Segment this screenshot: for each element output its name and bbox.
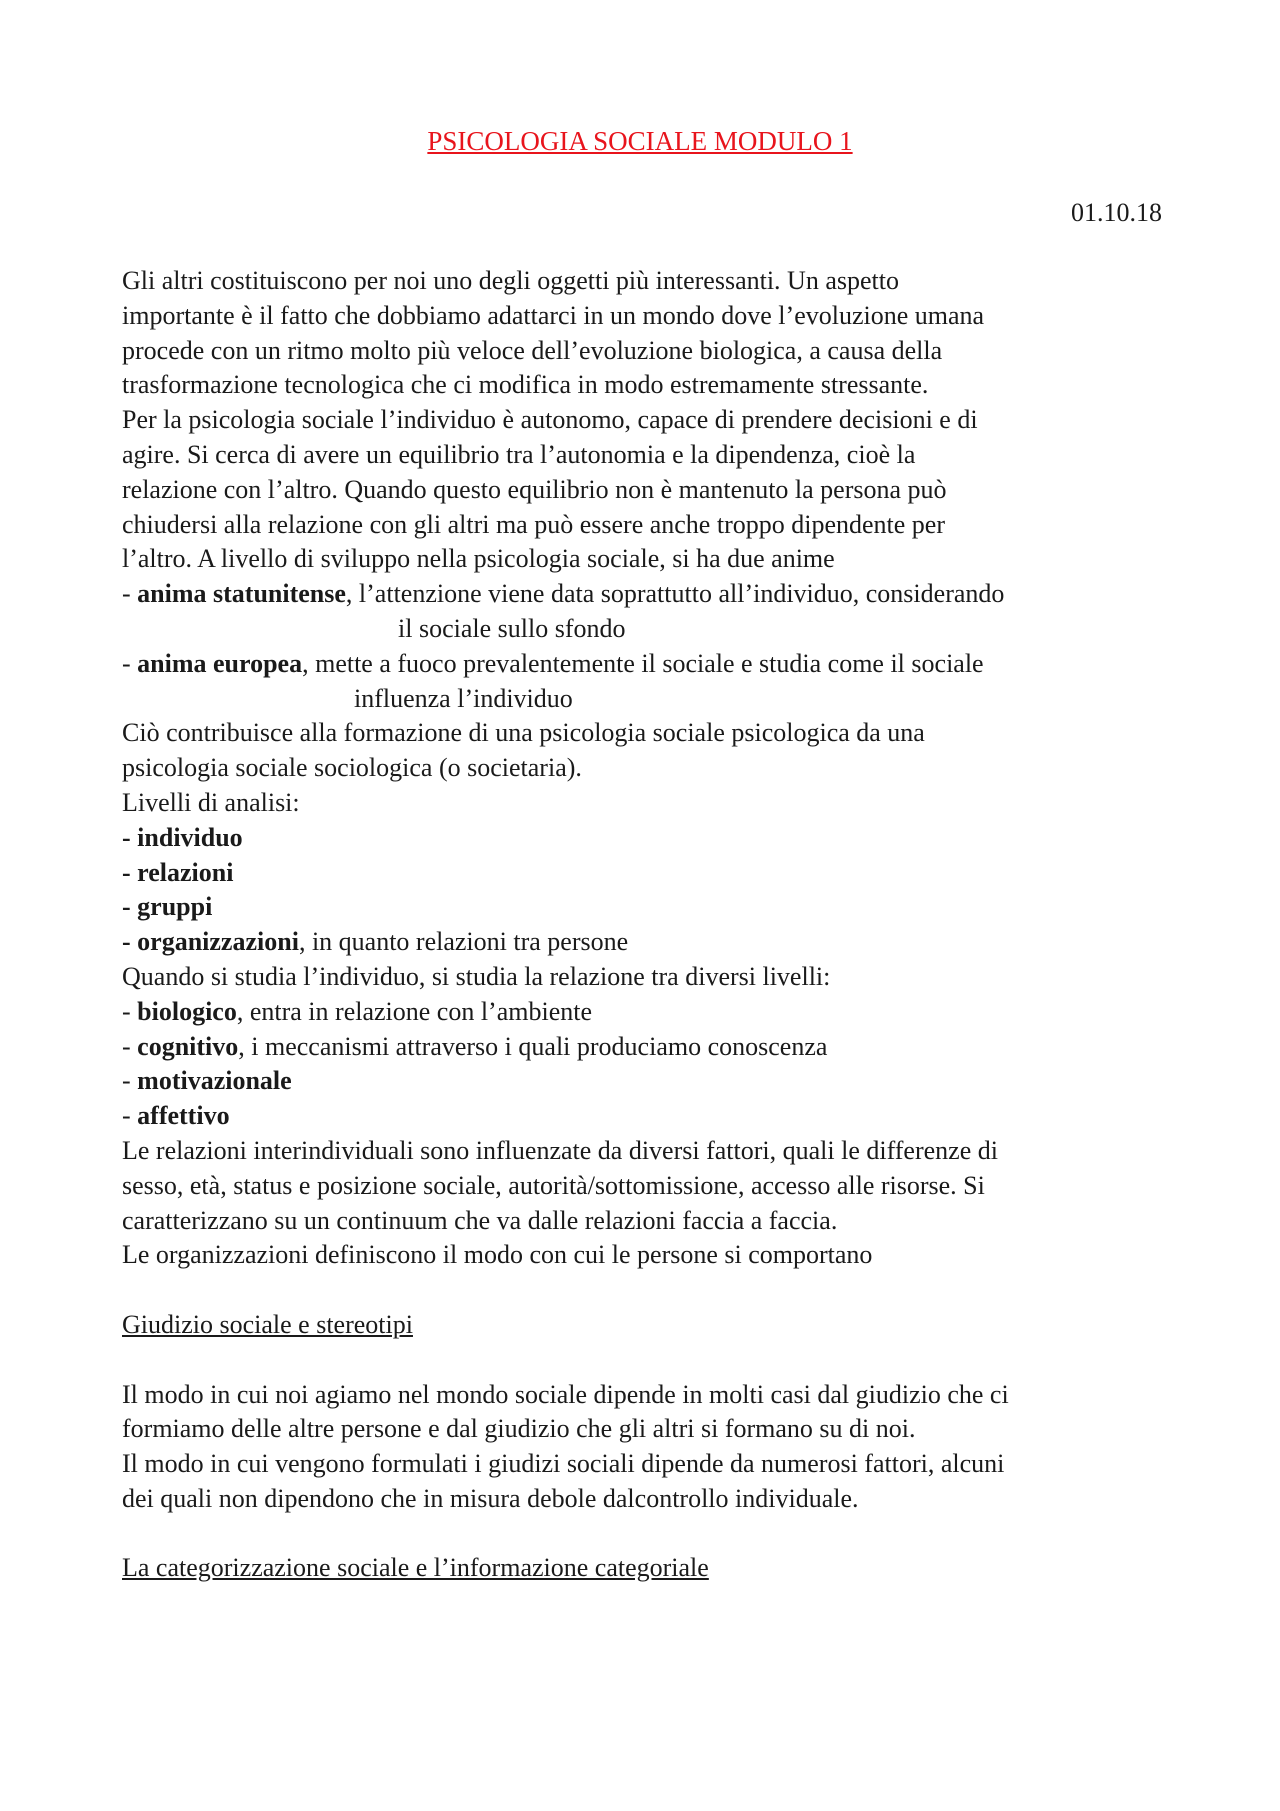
text-line: Livelli di analisi: (122, 787, 300, 817)
list-dash: - (122, 857, 138, 887)
list-item-individuo-livello (122, 1099, 1172, 1134)
text-line: formiamo delle altre persone e dal giudizio che gli altri si formano su di noi. (122, 1414, 916, 1444)
text-line: caratterizzano su un continuum che va dalle relazioni faccia a faccia. (122, 1205, 838, 1235)
list-dash: - (122, 648, 138, 678)
blank-line (122, 1343, 1172, 1378)
text-line: agire. Si cerca di avere un equilibrio tra l’autonomia e la dipendenza, cioè la (122, 439, 916, 469)
text-line: dei quali non dipendono che in misura debole dalcontrollo individuale. (122, 1483, 859, 1513)
text-line: importante è il fatto che dobbiamo adattarci in un mondo dove l’evoluzione umana (122, 300, 985, 330)
document-body (122, 264, 1172, 1586)
list-dash: - (122, 579, 138, 609)
document-date: 01.10.18 (1071, 198, 1162, 227)
list-desc: , in quanto relazioni tra persone (298, 927, 629, 957)
list-item-continuation: il sociale sullo sfondo (398, 613, 626, 643)
list-desc: , l’attenzione viene data soprattutto all’individuo, considerando (345, 579, 1005, 609)
list-item-anima (122, 647, 1172, 682)
list-dash: - (122, 892, 138, 922)
list-dash: - (122, 996, 138, 1026)
list-item-livello (122, 925, 1172, 960)
text-line: Il modo in cui noi agiamo nel mondo sociale dipende in molti casi dal giudizio che ci (122, 1379, 1009, 1409)
list-dash: - (122, 1101, 138, 1131)
list-dash: - (122, 1031, 138, 1061)
list-item-anima (122, 577, 1172, 612)
text-line: Per la psicologia sociale l’individuo è autonomo, capace di prendere decisioni e di (122, 405, 978, 435)
list-term: biologico (137, 996, 237, 1026)
list-term: cognitivo (137, 1031, 239, 1061)
list-term: individuo (137, 822, 243, 852)
list-item-livello (122, 890, 1172, 925)
list-term: affettivo (137, 1101, 230, 1131)
list-desc: , mette a fuoco prevalentemente il sociale e studia come il sociale (302, 648, 984, 678)
list-dash: - (122, 927, 138, 957)
text-line: procede con un ritmo molto più veloce dell’evoluzione biologica, a causa della (122, 335, 943, 365)
text-line: l’altro. A livello di sviluppo nella psicologia sociale, si ha due anime (122, 544, 835, 574)
blank-line (122, 1273, 1172, 1308)
list-item-individuo-livello (122, 1030, 1172, 1065)
list-term: motivazionale (137, 1066, 292, 1096)
document-title: PSICOLOGIA SOCIALE MODULO 1 (427, 126, 853, 156)
text-line: Quando si studia l’individuo, si studia la relazione tra diversi livelli: (122, 961, 831, 991)
text-line: chiudersi alla relazione con gli altri ma può essere anche troppo dipendente per (122, 509, 945, 539)
text-line: trasformazione tecnologica che ci modifica in modo estremamente stressante. (122, 370, 929, 400)
list-item-livello (122, 821, 1172, 856)
blank-line (122, 1517, 1172, 1552)
text-line: psicologia sociale sociologica (o societaria). (122, 753, 582, 783)
list-desc: , i meccanismi attraverso i quali produciamo conoscenza (238, 1031, 828, 1061)
list-term: relazioni (137, 857, 234, 887)
section-heading-categorizzazione: La categorizzazione sociale e l’informazione categoriale (122, 1553, 709, 1583)
list-term: organizzazioni (137, 927, 299, 957)
text-line: sesso, età, status e posizione sociale, autorità/sottomissione, accesso alle risorse. Si (122, 1170, 985, 1200)
list-item-livello (122, 856, 1172, 891)
text-line: relazione con l’altro. Quando questo equilibrio non è mantenuto la persona può (122, 474, 947, 504)
list-item-individuo-livello (122, 1064, 1172, 1099)
list-item-continuation: influenza l’individuo (354, 683, 573, 713)
text-line: Ciò contribuisce alla formazione di una psicologia sociale psicologica da una (122, 718, 925, 748)
section-heading-giudizio: Giudizio sociale e stereotipi (122, 1309, 413, 1339)
list-item-individuo-livello (122, 995, 1172, 1030)
list-term: anima statunitense (137, 579, 346, 609)
list-term: gruppi (137, 892, 213, 922)
text-line: Gli altri costituiscono per noi uno degli oggetti più interessanti. Un aspetto (122, 266, 899, 295)
text-line: Le relazioni interindividuali sono influenzate da diversi fattori, quali le differenze di (122, 1135, 998, 1165)
list-term: anima europea (137, 648, 303, 678)
list-desc: , entra in relazione con l’ambiente (236, 996, 593, 1026)
text-line: Il modo in cui vengono formulati i giudizi sociali dipende da numerosi fattori, alcuni (122, 1449, 1005, 1479)
text-line: Le organizzazioni definiscono il modo con cui le persone si comportano (122, 1240, 873, 1270)
list-dash: - (122, 1066, 138, 1096)
list-dash: - (122, 822, 138, 852)
